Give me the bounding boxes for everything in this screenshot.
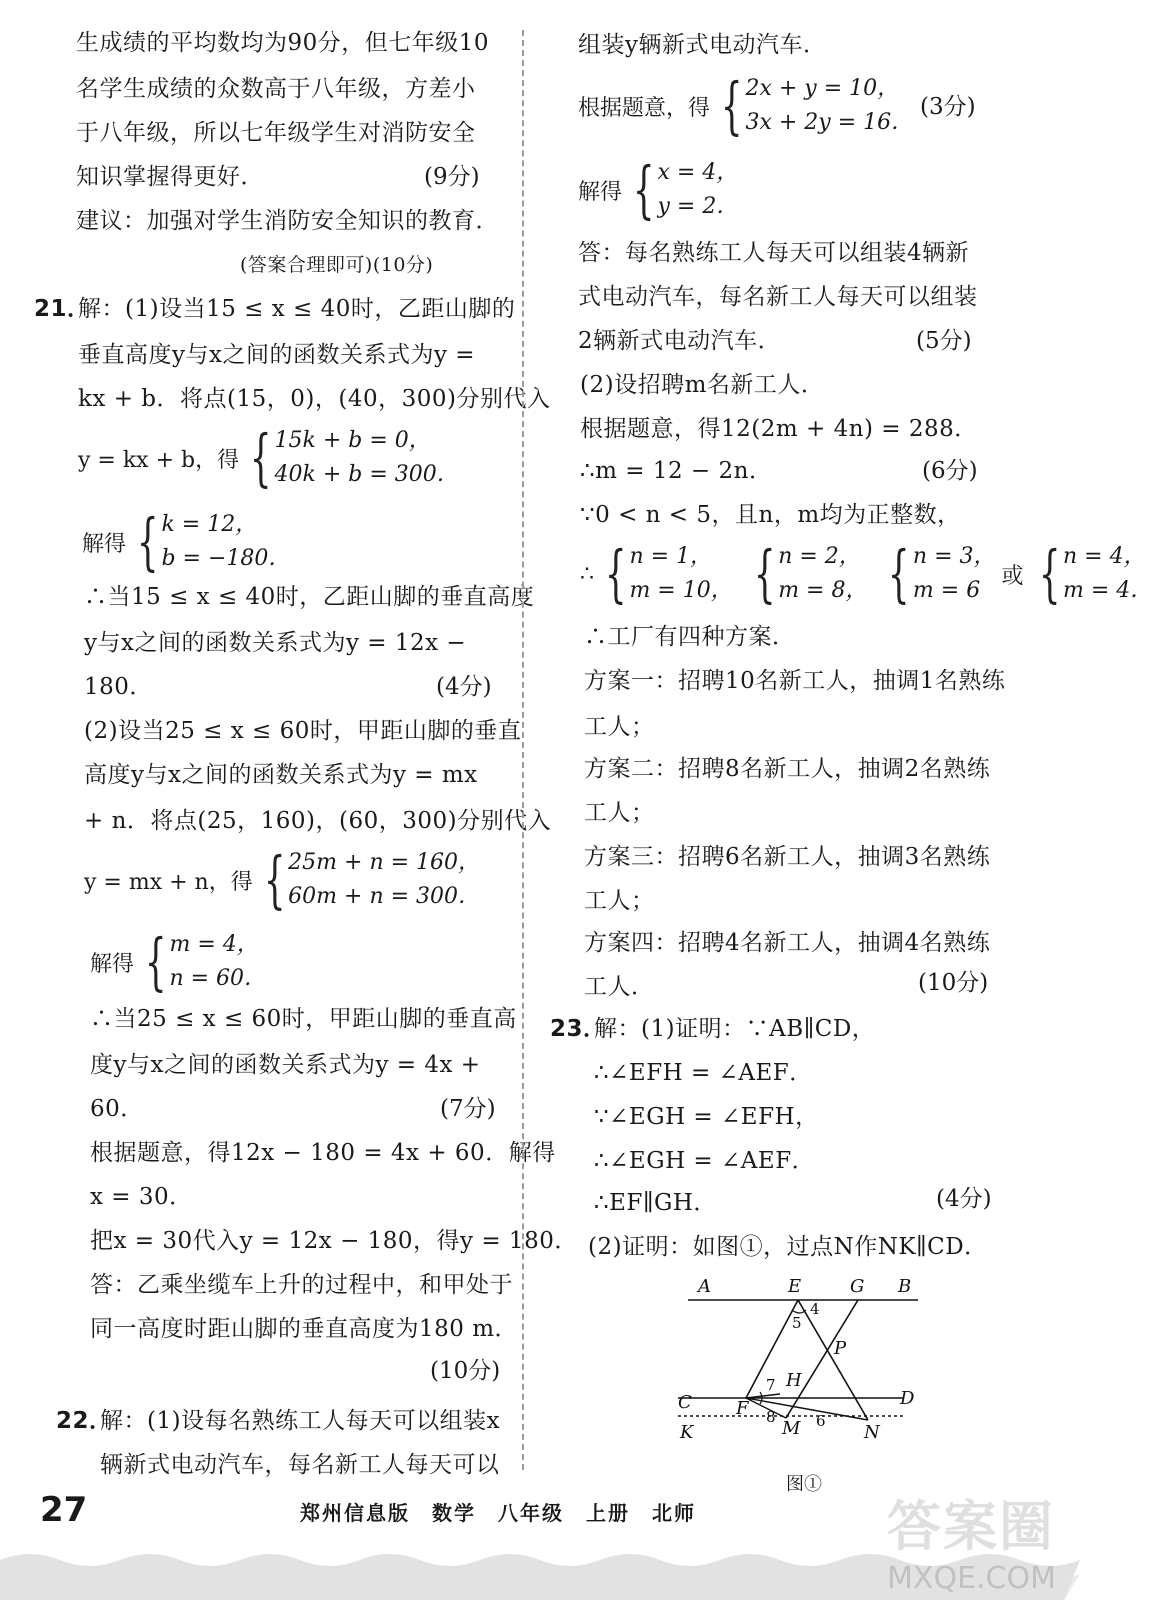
text-line: 辆新式电动汽车，每名新工人每天可以 (100, 1452, 500, 1478)
label-D: D (900, 1388, 915, 1409)
equation-row: 3x + 2y = 16． (745, 110, 914, 135)
equation-row: n = 3， (912, 544, 996, 569)
equation-row: m = 6 (912, 578, 981, 603)
text-line: ∴当25 ≤ x ≤ 60时，甲距山脚的垂直高 (90, 1006, 517, 1032)
score-mark: (10分) (430, 1358, 501, 1384)
equation-row: 25m + n = 160， (288, 850, 481, 875)
watermark-logo (887, 1484, 1056, 1596)
score-mark: (3分) (920, 94, 976, 120)
label-H: H (786, 1370, 802, 1391)
label-A: A (698, 1276, 711, 1297)
label-G: G (850, 1276, 865, 1297)
text-line: 解：(1)证明：∵AB∥CD， (594, 1016, 876, 1042)
page-number: 27 (40, 1490, 88, 1530)
solution-set (580, 537, 1152, 610)
text-line: 60． (90, 1096, 144, 1122)
equation-system (78, 421, 459, 494)
therefore-symbol: ∴ (580, 561, 594, 587)
text-line: (2)设当25 ≤ x ≤ 60时，甲距山脚的垂直 (84, 718, 522, 744)
equation-system (82, 505, 291, 578)
equation-row: n = 4， (1062, 544, 1146, 569)
text-line: 同一高度时距山脚的垂直高度为180 m． (90, 1316, 519, 1342)
text-line: 垂直高度y与x之间的函数关系式为y = (78, 342, 476, 368)
text-line: x = 30． (90, 1184, 193, 1210)
equation-prefix: 解得 (82, 531, 127, 557)
text-line: 工人． (584, 974, 655, 1000)
brace-icon: { (263, 843, 286, 916)
text-line: 工人； (584, 888, 655, 914)
equation-prefix: 解得 (90, 951, 135, 977)
text-line: 建议：加强对学生消防安全知识的教育． (76, 208, 499, 234)
text-line: ∵0 < n < 5，且n，m均为正整数， (580, 502, 961, 528)
question-number-22: 22． (56, 1408, 113, 1434)
equation-row: m = 4． (1062, 578, 1152, 603)
equation-row: 2x + y = 10， (745, 76, 900, 101)
equation-row: m = 4， (169, 932, 259, 957)
text-line: 名学生成绩的众数高于八年级，方差小 (76, 76, 476, 102)
text-line: 方案三：招聘6名新工人，抽调3名熟练 (584, 844, 991, 870)
label-N: N (864, 1422, 880, 1443)
angle-label: 6 (816, 1412, 826, 1430)
text-line: ∵∠EGH = ∠EFH， (594, 1104, 819, 1130)
watermark-text: 答案圈 (887, 1495, 1056, 1558)
text-line: 根据题意，得12x − 180 = 4x + 60．解得 (90, 1140, 556, 1166)
equation-row: x = 4， (657, 160, 739, 185)
or-word: 或 (1001, 563, 1024, 589)
equation-row: n = 60． (169, 966, 267, 991)
brace-icon: { (136, 505, 159, 578)
text-line: 解：(1)设每名熟练工人每天可以组装x (100, 1408, 501, 1434)
equation-system (84, 843, 481, 916)
text-line: 方案四：招聘4名新工人，抽调4名熟练 (584, 930, 991, 956)
label-K: K (680, 1422, 694, 1443)
brace-icon: { (1038, 537, 1061, 610)
brace-icon: { (249, 421, 272, 494)
score-mark: (4分) (936, 1186, 992, 1212)
text-line: 工人； (584, 714, 655, 740)
text-line: (2)设招聘m名新工人． (580, 372, 825, 398)
text-line: ∴∠EGH = ∠AEF． (594, 1148, 816, 1174)
question-number-23: 23． (550, 1016, 607, 1042)
text-line: 方案二：招聘8名新工人，抽调2名熟练 (584, 756, 991, 782)
equation-row: k = 12， (161, 512, 258, 537)
equation-row: m = 8， (778, 578, 868, 603)
equation-prefix: y = kx + b，得 (78, 447, 240, 473)
equation-prefix: y = mx + n，得 (84, 869, 253, 895)
text-line: 组装y辆新式电动汽车． (578, 32, 827, 58)
text-line: 方案一：招聘10名新工人，抽调1名熟练 (584, 668, 1006, 694)
text-line: 度y与x之间的函数关系式为y = 4x + (90, 1052, 481, 1078)
brace-icon: { (144, 925, 167, 998)
text-line: y与x之间的函数关系式为y = 12x − (84, 630, 467, 656)
equation-row: 60m + n = 300． (288, 884, 481, 909)
text-line: 生成绩的平均数均为90分，但七年级10 (76, 30, 490, 56)
label-B: B (898, 1276, 912, 1297)
text-line: 180． (84, 674, 153, 700)
score-mark: (7分) (440, 1096, 496, 1122)
equation-prefix: 根据题意，得 (578, 95, 711, 121)
geometry-figure (668, 1270, 928, 1470)
equation-row: 40k + b = 300． (274, 462, 459, 487)
label-E: E (788, 1276, 802, 1297)
text-line: (2)证明：如图①，过点N作NK∥CD． (588, 1234, 988, 1260)
text-line: ∴m = 12 − 2n． (580, 458, 773, 484)
equation-system (578, 153, 739, 226)
label-M: M (782, 1418, 801, 1439)
text-line: 根据题意，得12(2m + 4n) = 288． (580, 416, 978, 442)
text-line: 高度y与x之间的函数关系式为y = mx (84, 762, 478, 788)
brace-icon: { (753, 537, 776, 610)
text-line: 答：乙乘坐缆车上升的过程中，和甲处于 (90, 1272, 513, 1298)
angle-label: 4 (810, 1300, 820, 1318)
equation-row: 15k + b = 0， (274, 428, 431, 453)
brace-icon: { (720, 69, 743, 142)
label-C: C (678, 1392, 692, 1413)
text-line: 把x = 30代入y = 12x − 180，得y = 180． (90, 1228, 578, 1254)
text-line: 式电动汽车，每名新工人每天可以组装 (578, 284, 978, 310)
text-line: 2辆新式电动汽车． (578, 328, 782, 354)
question-number-21: 21． (34, 296, 91, 322)
watermark-url: MXQE.COM (887, 1561, 1056, 1596)
equation-row: m = 10， (629, 578, 733, 603)
score-note: (答案合理即可)(10分) (240, 254, 434, 276)
brace-icon: { (632, 153, 655, 226)
angle-label: 7 (766, 1376, 776, 1394)
column-divider (522, 30, 524, 1470)
text-line: 知识掌握得更好． (76, 164, 264, 190)
equation-system (578, 69, 914, 142)
text-line: ∴EF∥GH． (594, 1190, 717, 1216)
score-mark: (5分) (916, 328, 972, 354)
text-line: 于八年级，所以七年级学生对消防安全 (76, 120, 476, 146)
score-mark: (4分) (436, 674, 492, 700)
label-P: P (834, 1338, 847, 1359)
edition-info: 郑州信息版 数学 八年级 上册 北师 (300, 1501, 696, 1525)
brace-icon: { (604, 537, 627, 610)
label-F: F (736, 1398, 749, 1419)
text-line: ∴工厂有四种方案． (584, 624, 796, 650)
text-line: ∴当15 ≤ x ≤ 40时，乙距山脚的垂直高度 (84, 584, 535, 610)
text-line: + n．将点(25，160)，(60，300)分别代入 (84, 808, 552, 834)
angle-label: 8 (766, 1408, 776, 1426)
text-line: 工人； (584, 800, 655, 826)
equation-row: n = 1， (629, 544, 713, 569)
equation-prefix: 解得 (578, 179, 623, 205)
text-line: 解：(1)设当15 ≤ x ≤ 40时，乙距山脚的 (78, 296, 516, 322)
text-line: kx + b．将点(15，0)，(40，300)分别代入 (78, 386, 551, 412)
score-mark: (10分) (918, 970, 989, 996)
score-mark: (9分) (424, 164, 480, 190)
equation-row: b = −180． (161, 546, 291, 571)
score-mark: (6分) (922, 458, 978, 484)
angle-label: 5 (792, 1314, 802, 1332)
text-line: 答：每名熟练工人每天可以组装4辆新 (578, 240, 970, 266)
equation-system (90, 925, 267, 998)
equation-row: y = 2． (657, 194, 739, 219)
equation-row: n = 2， (778, 544, 861, 569)
brace-icon: { (888, 537, 911, 610)
figure-caption: 图① (786, 1474, 822, 1495)
text-line: ∴∠EFH = ∠AEF． (594, 1060, 813, 1086)
